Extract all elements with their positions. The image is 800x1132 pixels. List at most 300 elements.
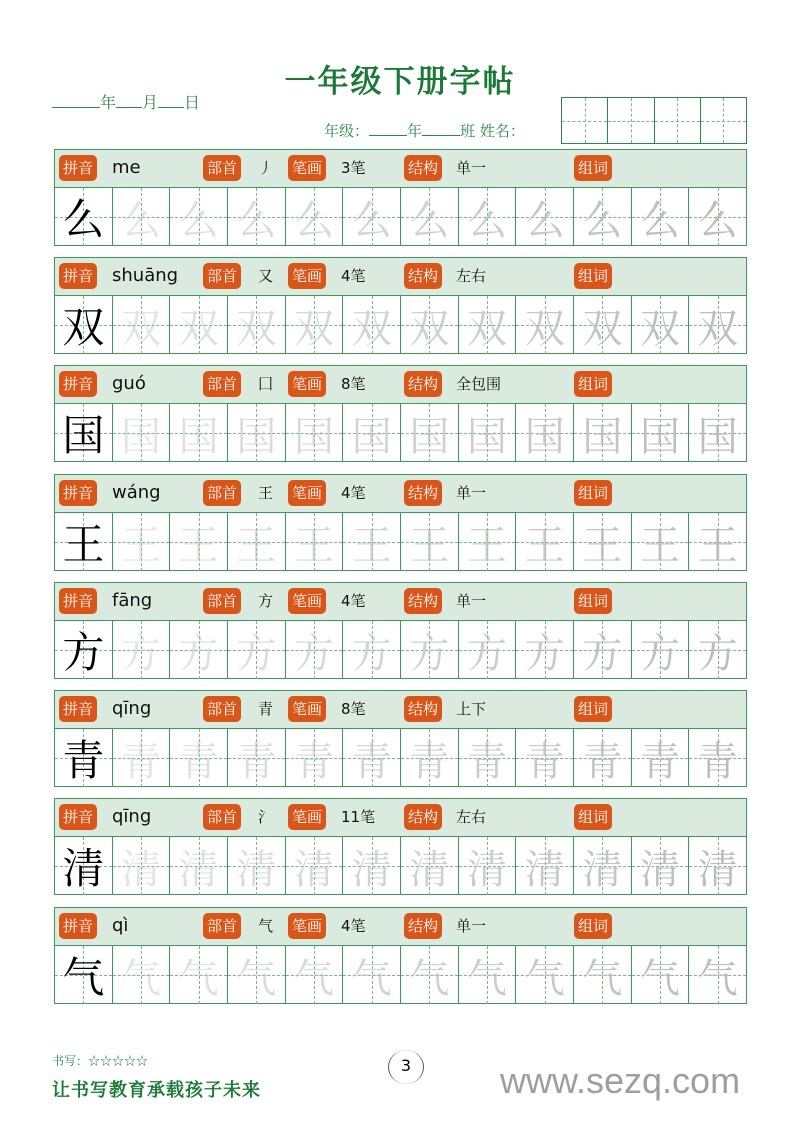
trace-cell[interactable] — [516, 946, 574, 1004]
trace-cell[interactable] — [574, 296, 632, 354]
model-character-cell — [55, 296, 113, 354]
character-section — [54, 474, 747, 571]
trace-cell[interactable] — [170, 729, 228, 787]
pinyin-tag: 拼音 — [59, 263, 97, 289]
pinyin-value: qīng — [112, 698, 152, 719]
trace-character: 王 — [236, 522, 277, 569]
trace-character: 青 — [697, 738, 738, 785]
trace-cell[interactable] — [170, 296, 228, 354]
words-tag: 组词 — [574, 155, 612, 181]
trace-character: 方 — [582, 630, 623, 677]
info-band — [55, 150, 746, 188]
words-tag: 组词 — [574, 696, 612, 722]
trace-cell[interactable] — [286, 404, 344, 462]
trace-character: 国 — [640, 413, 681, 460]
trace-character: 气 — [294, 955, 335, 1002]
trace-cell[interactable] — [689, 621, 746, 679]
pinyin-value: wáng — [112, 482, 161, 503]
writing-grid — [55, 404, 746, 462]
trace-character: 清 — [640, 846, 681, 893]
trace-cell[interactable] — [689, 296, 746, 354]
trace-cell[interactable] — [228, 404, 286, 462]
trace-cell[interactable] — [516, 621, 574, 679]
trace-cell[interactable] — [516, 188, 574, 246]
trace-cell[interactable] — [632, 188, 690, 246]
structure-tag: 结构 — [404, 696, 442, 722]
trace-cell[interactable] — [459, 513, 517, 571]
info-band — [55, 691, 746, 729]
trace-character: 王 — [121, 522, 161, 569]
structure-value: 单一 — [456, 917, 487, 935]
trace-character: 清 — [467, 846, 508, 893]
trace-character: 王 — [178, 522, 219, 569]
trace-cell[interactable] — [459, 621, 517, 679]
trace-character: 气 — [236, 955, 277, 1002]
strokes-value: 4笔 — [341, 592, 366, 610]
trace-cell[interactable] — [113, 404, 171, 462]
trace-cell[interactable] — [574, 404, 632, 462]
pinyin-value: fāng — [112, 590, 153, 611]
trace-cell[interactable] — [516, 513, 574, 571]
model-character-cell — [55, 513, 113, 571]
trace-character: 王 — [351, 522, 392, 569]
trace-cell[interactable] — [343, 837, 401, 895]
trace-character: 国 — [467, 413, 508, 460]
model-character: 国 — [62, 411, 105, 460]
trace-character: 国 — [524, 413, 565, 460]
trace-cell[interactable] — [286, 729, 344, 787]
words-tag: 组词 — [574, 371, 612, 397]
trace-cell[interactable] — [574, 837, 632, 895]
trace-cell[interactable] — [574, 621, 632, 679]
trace-character: 方 — [640, 630, 681, 677]
radical-value: 青 — [258, 700, 274, 718]
trace-cell[interactable] — [343, 729, 401, 787]
student-info — [324, 120, 525, 141]
trace-character: 方 — [178, 630, 219, 677]
strokes-value: 4笔 — [341, 484, 366, 502]
trace-cell[interactable] — [343, 188, 401, 246]
trace-character: 么 — [294, 197, 335, 244]
writing-grid — [55, 729, 746, 787]
trace-character: 双 — [524, 305, 565, 352]
trace-character: 气 — [697, 955, 738, 1002]
trace-cell[interactable] — [632, 404, 690, 462]
model-character: 王 — [62, 520, 105, 569]
trace-cell[interactable] — [459, 296, 517, 354]
character-section — [54, 149, 747, 246]
slogan: 让书写教育承载孩子未来 — [52, 1080, 261, 1101]
trace-cell[interactable] — [113, 837, 171, 895]
trace-character: 么 — [409, 197, 450, 244]
info-band — [55, 475, 746, 513]
character-section — [54, 257, 747, 354]
trace-cell[interactable] — [574, 946, 632, 1004]
pinyin-value: qīng — [112, 806, 152, 827]
trace-cell[interactable] — [113, 296, 171, 354]
trace-cell[interactable] — [516, 729, 574, 787]
character-section — [54, 690, 747, 787]
radical-tag: 部首 — [203, 588, 241, 614]
info-band — [55, 799, 746, 837]
trace-cell[interactable] — [228, 296, 286, 354]
strokes-value: 8笔 — [341, 700, 366, 718]
character-section — [54, 582, 747, 679]
trace-cell[interactable] — [689, 188, 746, 246]
trace-cell[interactable] — [401, 729, 459, 787]
trace-cell[interactable] — [170, 621, 228, 679]
trace-cell[interactable] — [343, 621, 401, 679]
trace-character: 双 — [697, 305, 738, 352]
strokes-value: 3笔 — [341, 159, 366, 177]
info-band — [55, 583, 746, 621]
radical-value: 丿 — [258, 159, 274, 177]
trace-cell[interactable] — [689, 946, 746, 1004]
trace-character: 清 — [294, 846, 335, 893]
trace-cell[interactable] — [228, 188, 286, 246]
radical-value: 氵 — [258, 808, 274, 826]
grade-label: 年级： — [324, 122, 370, 140]
trace-character: 双 — [178, 305, 219, 352]
trace-character: 方 — [294, 630, 335, 677]
trace-character: 清 — [236, 846, 277, 893]
class-label: 班 — [460, 122, 476, 140]
trace-character: 王 — [697, 522, 738, 569]
grade-blank[interactable] — [369, 123, 407, 136]
structure-tag: 结构 — [404, 913, 442, 939]
trace-cell[interactable] — [401, 296, 459, 354]
writing-grid — [55, 188, 746, 246]
grade-year-label: 年 — [407, 122, 423, 140]
trace-cell[interactable] — [574, 188, 632, 246]
structure-value: 左右 — [456, 267, 487, 285]
character-section — [54, 907, 747, 1004]
page-title: 一年级下册字帖 — [284, 64, 516, 100]
words-tag: 组词 — [574, 588, 612, 614]
trace-character: 么 — [178, 197, 219, 244]
trace-character: 么 — [121, 197, 161, 244]
trace-character: 国 — [697, 413, 738, 460]
model-character-cell — [55, 729, 113, 787]
trace-character: 王 — [467, 522, 508, 569]
trace-cell[interactable] — [113, 946, 171, 1004]
trace-cell[interactable] — [459, 946, 517, 1004]
trace-cell[interactable] — [170, 837, 228, 895]
structure-tag: 结构 — [404, 155, 442, 181]
trace-character: 么 — [697, 197, 738, 244]
strokes-tag: 笔画 — [288, 263, 326, 289]
trace-character: 气 — [640, 955, 681, 1002]
trace-cell[interactable] — [401, 404, 459, 462]
name-cell[interactable] — [701, 98, 746, 143]
trace-cell[interactable] — [632, 621, 690, 679]
trace-cell[interactable] — [401, 621, 459, 679]
trace-character: 青 — [524, 738, 565, 785]
trace-cell[interactable] — [228, 621, 286, 679]
trace-character: 双 — [121, 305, 161, 352]
day-blank[interactable] — [158, 93, 184, 108]
trace-cell[interactable] — [689, 404, 746, 462]
model-character-cell — [55, 188, 113, 246]
trace-cell[interactable] — [401, 513, 459, 571]
model-character-cell — [55, 621, 113, 679]
radical-tag: 部首 — [203, 371, 241, 397]
trace-character: 方 — [697, 630, 738, 677]
structure-tag: 结构 — [404, 371, 442, 397]
trace-cell[interactable] — [113, 188, 171, 246]
trace-character: 青 — [467, 738, 508, 785]
model-character-cell — [55, 837, 113, 895]
name-cell[interactable] — [608, 98, 654, 143]
writing-grid — [55, 837, 746, 895]
trace-character: 么 — [640, 197, 681, 244]
trace-character: 双 — [467, 305, 508, 352]
radical-tag: 部首 — [203, 913, 241, 939]
name-label: 姓名： — [479, 122, 525, 140]
pinyin-tag: 拼音 — [59, 155, 97, 181]
trace-cell[interactable] — [286, 513, 344, 571]
trace-cell[interactable] — [170, 513, 228, 571]
writing-grid — [55, 946, 746, 1004]
trace-cell[interactable] — [459, 729, 517, 787]
trace-character: 气 — [409, 955, 450, 1002]
radical-tag: 部首 — [203, 155, 241, 181]
model-character-cell — [55, 946, 113, 1004]
structure-tag: 结构 — [404, 480, 442, 506]
trace-character: 方 — [524, 630, 565, 677]
rating: 书写：☆☆☆☆☆ — [52, 1054, 149, 1068]
day-label: 日 — [184, 93, 201, 112]
trace-cell[interactable] — [286, 188, 344, 246]
trace-cell[interactable] — [343, 513, 401, 571]
trace-character: 王 — [294, 522, 335, 569]
trace-cell[interactable] — [632, 296, 690, 354]
structure-tag: 结构 — [404, 804, 442, 830]
pinyin-tag: 拼音 — [59, 913, 97, 939]
trace-character: 国 — [178, 413, 219, 460]
trace-character: 气 — [351, 955, 392, 1002]
trace-cell[interactable] — [113, 513, 171, 571]
trace-character: 么 — [582, 197, 623, 244]
trace-cell[interactable] — [632, 837, 690, 895]
trace-cell[interactable] — [574, 729, 632, 787]
trace-character: 青 — [121, 738, 161, 785]
trace-cell[interactable] — [689, 729, 746, 787]
trace-cell[interactable] — [228, 513, 286, 571]
trace-character: 双 — [351, 305, 392, 352]
trace-cell[interactable] — [516, 404, 574, 462]
trace-cell[interactable] — [689, 513, 746, 571]
trace-cell[interactable] — [170, 404, 228, 462]
name-cell[interactable] — [562, 98, 608, 143]
trace-character: 双 — [294, 305, 335, 352]
structure-tag: 结构 — [404, 588, 442, 614]
trace-character: 青 — [351, 738, 392, 785]
words-tag: 组词 — [574, 804, 612, 830]
trace-cell[interactable] — [689, 837, 746, 895]
radical-tag: 部首 — [203, 696, 241, 722]
trace-character: 青 — [640, 738, 681, 785]
model-character: 双 — [62, 303, 105, 352]
trace-cell[interactable] — [228, 837, 286, 895]
pinyin-value: me — [112, 157, 141, 178]
trace-character: 国 — [582, 413, 623, 460]
pinyin-tag: 拼音 — [59, 804, 97, 830]
pinyin-value: qì — [112, 915, 129, 936]
date-line — [52, 90, 200, 113]
writing-grid — [55, 513, 746, 571]
trace-character: 气 — [582, 955, 623, 1002]
trace-cell[interactable] — [286, 946, 344, 1004]
pinyin-tag: 拼音 — [59, 696, 97, 722]
trace-cell[interactable] — [286, 296, 344, 354]
trace-character: 么 — [236, 197, 277, 244]
trace-cell[interactable] — [170, 188, 228, 246]
trace-character: 气 — [178, 955, 219, 1002]
structure-value: 单一 — [456, 592, 487, 610]
trace-cell[interactable] — [401, 946, 459, 1004]
trace-character: 清 — [178, 846, 219, 893]
character-section — [54, 798, 747, 895]
pinyin-tag: 拼音 — [59, 371, 97, 397]
trace-character: 清 — [121, 846, 161, 893]
trace-character: 青 — [582, 738, 623, 785]
structure-value: 单一 — [456, 484, 487, 502]
trace-cell[interactable] — [632, 513, 690, 571]
pinyin-tag: 拼音 — [59, 480, 97, 506]
strokes-value: 11笔 — [341, 808, 376, 826]
writing-grid — [55, 296, 746, 354]
trace-character: 王 — [640, 522, 681, 569]
trace-character: 双 — [582, 305, 623, 352]
trace-character: 气 — [467, 955, 508, 1002]
trace-cell[interactable] — [170, 946, 228, 1004]
trace-cell[interactable] — [343, 404, 401, 462]
strokes-value: 4笔 — [341, 917, 366, 935]
trace-cell[interactable] — [113, 621, 171, 679]
trace-cell[interactable] — [286, 621, 344, 679]
trace-character: 双 — [409, 305, 450, 352]
trace-cell[interactable] — [632, 729, 690, 787]
structure-value: 全包围 — [456, 375, 502, 393]
trace-cell[interactable] — [516, 296, 574, 354]
character-section — [54, 365, 747, 462]
trace-character: 方 — [409, 630, 450, 677]
trace-character: 清 — [409, 846, 450, 893]
trace-character: 青 — [236, 738, 277, 785]
pinyin-value: shuāng — [112, 265, 179, 286]
info-band — [55, 908, 746, 946]
trace-character: 王 — [409, 522, 450, 569]
radical-tag: 部首 — [203, 804, 241, 830]
trace-character: 青 — [294, 738, 335, 785]
words-tag: 组词 — [574, 263, 612, 289]
model-character: 清 — [62, 844, 105, 893]
trace-character: 国 — [236, 413, 277, 460]
trace-cell[interactable] — [459, 188, 517, 246]
trace-character: 双 — [236, 305, 277, 352]
strokes-tag: 笔画 — [288, 480, 326, 506]
trace-cell[interactable] — [343, 946, 401, 1004]
trace-character: 双 — [640, 305, 681, 352]
name-cell[interactable] — [655, 98, 701, 143]
trace-cell[interactable] — [459, 404, 517, 462]
trace-cell[interactable] — [343, 296, 401, 354]
trace-cell[interactable] — [113, 729, 171, 787]
strokes-tag: 笔画 — [288, 155, 326, 181]
words-tag: 组词 — [574, 913, 612, 939]
pinyin-value: guó — [112, 373, 146, 394]
trace-character: 清 — [524, 846, 565, 893]
name-grid[interactable] — [561, 97, 747, 144]
trace-character: 么 — [467, 197, 508, 244]
strokes-value: 4笔 — [341, 267, 366, 285]
radical-tag: 部首 — [203, 263, 241, 289]
trace-cell[interactable] — [459, 837, 517, 895]
trace-cell[interactable] — [401, 837, 459, 895]
trace-character: 王 — [582, 522, 623, 569]
trace-character: 么 — [524, 197, 565, 244]
trace-cell[interactable] — [516, 837, 574, 895]
words-tag: 组词 — [574, 480, 612, 506]
trace-character: 方 — [121, 630, 161, 677]
strokes-tag: 笔画 — [288, 371, 326, 397]
structure-tag: 结构 — [404, 263, 442, 289]
month-blank[interactable] — [116, 93, 142, 108]
trace-character: 方 — [467, 630, 508, 677]
trace-character: 国 — [121, 413, 161, 460]
trace-cell[interactable] — [401, 188, 459, 246]
trace-cell[interactable] — [228, 729, 286, 787]
strokes-tag: 笔画 — [288, 913, 326, 939]
class-blank[interactable] — [422, 123, 460, 136]
strokes-tag: 笔画 — [288, 588, 326, 614]
radical-value: 气 — [258, 917, 274, 935]
trace-character: 清 — [351, 846, 392, 893]
model-character: 气 — [62, 953, 105, 1002]
trace-character: 王 — [524, 522, 565, 569]
trace-character: 气 — [121, 955, 161, 1002]
info-band — [55, 366, 746, 404]
site-watermark: www.sezq.com — [500, 1060, 741, 1101]
trace-cell[interactable] — [632, 946, 690, 1004]
structure-value: 左右 — [456, 808, 487, 826]
trace-character: 国 — [409, 413, 450, 460]
strokes-tag: 笔画 — [288, 696, 326, 722]
model-character: 么 — [62, 195, 105, 244]
trace-character: 清 — [582, 846, 623, 893]
trace-character: 国 — [351, 413, 392, 460]
trace-character: 方 — [351, 630, 392, 677]
pinyin-tag: 拼音 — [59, 588, 97, 614]
year-blank[interactable] — [52, 93, 100, 108]
radical-value: 又 — [258, 267, 274, 285]
trace-cell[interactable] — [228, 946, 286, 1004]
writing-grid — [55, 621, 746, 679]
trace-character: 青 — [409, 738, 450, 785]
trace-cell[interactable] — [574, 513, 632, 571]
trace-character: 么 — [351, 197, 392, 244]
month-label: 月 — [142, 93, 159, 112]
radical-value: 王 — [258, 484, 274, 502]
trace-character: 青 — [178, 738, 219, 785]
trace-cell[interactable] — [286, 837, 344, 895]
structure-value: 上下 — [456, 700, 487, 718]
strokes-tag: 笔画 — [288, 804, 326, 830]
info-band — [55, 258, 746, 296]
radical-tag: 部首 — [203, 480, 241, 506]
trace-character: 气 — [524, 955, 565, 1002]
